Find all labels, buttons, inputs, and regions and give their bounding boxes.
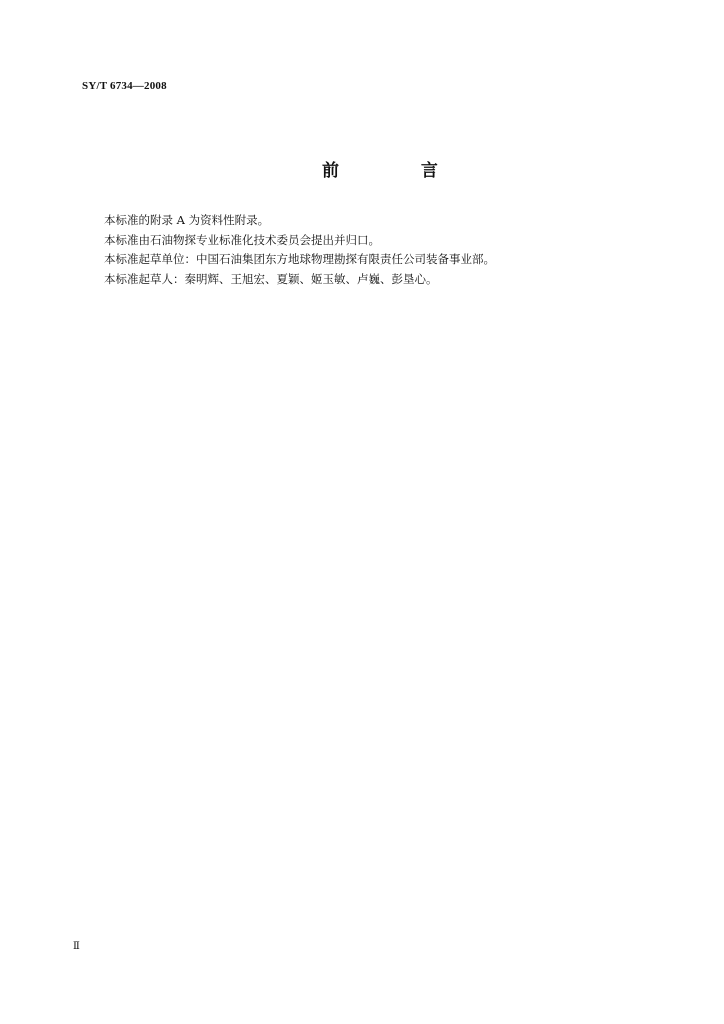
paragraph-drafting-unit: 本标准起草单位：中国石油集团东方地球物理勘探有限责任公司装备事业部。 (104, 252, 495, 266)
paragraph-proposer: 本标准由石油物探专业标准化技术委员会提出并归口。 (104, 232, 380, 247)
foreword-body (104, 211, 664, 289)
paragraph-drafters: 本标准起草人：秦明辉、王旭宏、夏颖、姬玉敏、卢巍、彭垦心。 (104, 271, 438, 286)
section-title: 前 言 (322, 161, 476, 181)
page-number: Ⅱ (73, 941, 80, 952)
paragraph-appendix-note: 本标准的附录 A 为资料性附录。 (104, 213, 270, 227)
standard-code: SY/T 6734—2008 (82, 80, 167, 92)
